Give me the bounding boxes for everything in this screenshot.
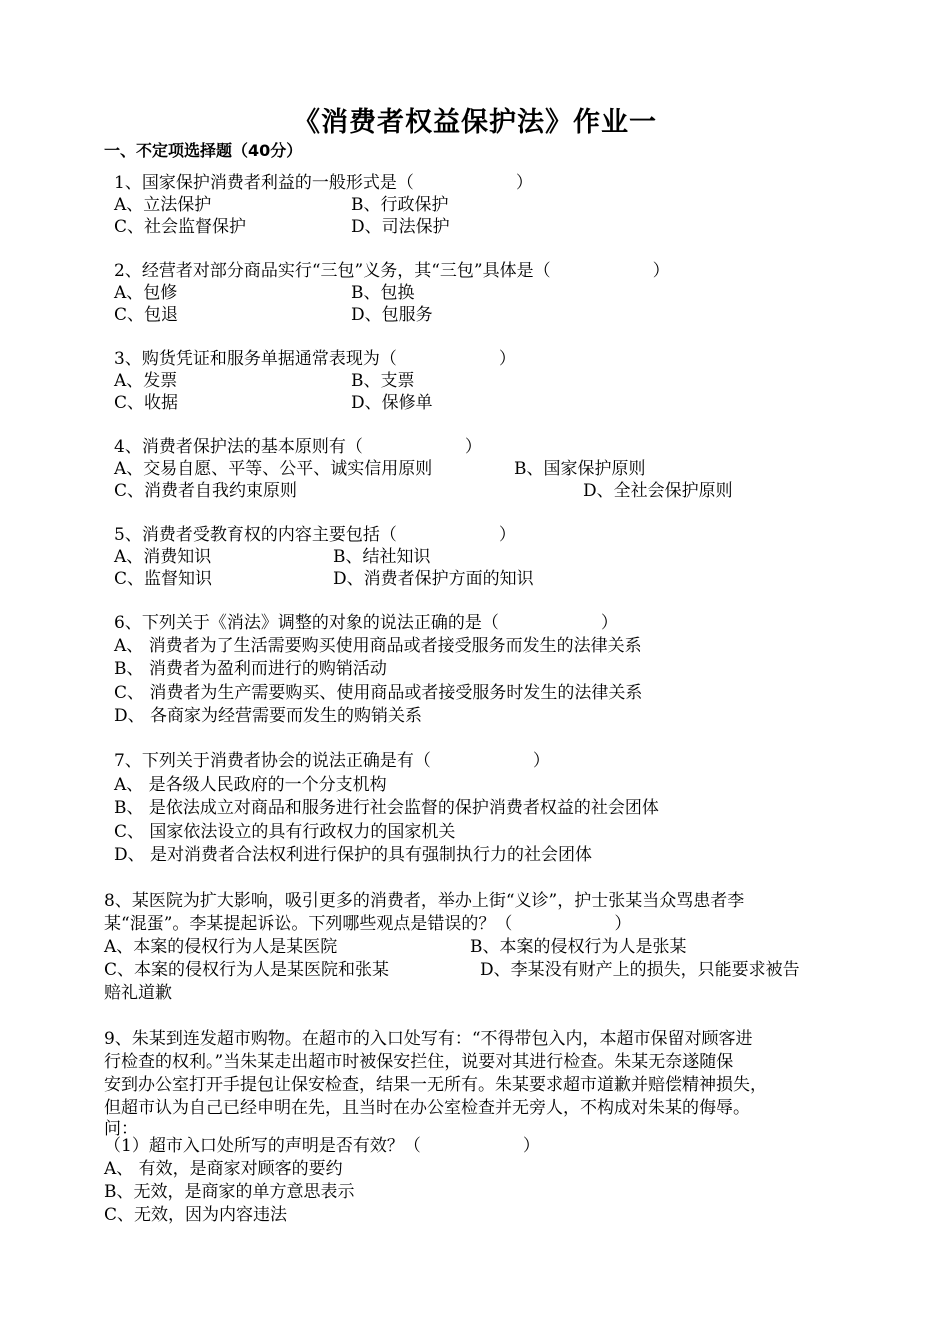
question-2-option-c: C、包退 xyxy=(114,305,179,325)
question-3-option-a: A、发票 xyxy=(114,371,178,391)
question-4-option-c: C、消费者自我约束原则 xyxy=(114,481,298,501)
question-6-option-b: B、 消费者为盈利而进行的购销活动 xyxy=(114,659,387,679)
question-7-option-c: C、 国家依法设立的具有行政权力的国家机关 xyxy=(114,822,456,842)
question-3-stem: 3、购货凭证和服务单据通常表现为（ ） xyxy=(114,349,516,369)
question-5-option-a: A、消费知识 xyxy=(114,547,212,567)
question-4-option-a: A、交易自愿、平等、公平、诚实信用原则 xyxy=(114,459,433,479)
question-3-option-d: D、保修单 xyxy=(351,393,433,413)
question-9-line-2: 行检查的权利。”当朱某走出超市时被保安拦住，说要对其进行检查。朱某无奈遂随保 xyxy=(104,1052,734,1072)
question-8-option-d-line-1: D、李某没有财产上的损失，只能要求被告 xyxy=(480,960,800,980)
question-9-line-3: 安到办公室打开手提包让保安检查，结果一无所有。朱某要求超市道歉并赔偿精神损失， xyxy=(104,1075,767,1095)
question-8-option-c: C、本案的侵权行为人是某医院和张某 xyxy=(104,960,390,980)
question-9-line-4: 但超市认为自己已经申明在先，且当时在办公室检查并无旁人，不构成对朱某的侮辱。 xyxy=(104,1098,750,1118)
question-1-option-b: B、行政保护 xyxy=(351,195,449,215)
question-2-option-d: D、包服务 xyxy=(351,305,433,325)
question-9-sub-1-stem: （1）超市入口处所写的声明是否有效？（ ） xyxy=(104,1136,540,1156)
question-9-line-5: 问： xyxy=(104,1119,138,1139)
question-4-option-d: D、全社会保护原则 xyxy=(583,481,733,501)
question-8-option-b: B、本案的侵权行为人是张某 xyxy=(470,937,687,957)
question-6-option-d: D、 各商家为经营需要而发生的购销关系 xyxy=(114,706,423,726)
section-heading: 一、不定项选择题（40分） xyxy=(104,141,303,160)
question-6-option-a: A、 消费者为了生活需要购买使用商品或者接受服务而发生的法律关系 xyxy=(114,636,642,656)
question-3-option-c: C、收据 xyxy=(114,393,179,413)
question-9-option-a: A、 有效，是商家对顾客的要约 xyxy=(104,1159,343,1179)
question-5-stem: 5、消费者受教育权的内容主要包括（ ） xyxy=(114,525,516,545)
question-8-option-d-line-2: 赔礼道歉 xyxy=(104,983,172,1003)
question-7-option-d: D、 是对消费者合法权利进行保护的具有强制执行力的社会团体 xyxy=(114,845,593,865)
question-6-stem: 6、下列关于《消法》调整的对象的说法正确的是（ ） xyxy=(114,613,618,633)
question-6-option-c: C、 消费者为生产需要购买、使用商品或者接受服务时发生的法律关系 xyxy=(114,683,643,703)
question-1-stem: 1、国家保护消费者利益的一般形式是（ ） xyxy=(114,173,533,193)
question-9-line-1: 9、朱某到连发超市购物。在超市的入口处写有：“不得带包入内，本超市保留对顾客进 xyxy=(104,1029,753,1049)
question-9-option-b: B、无效，是商家的单方意思表示 xyxy=(104,1182,355,1202)
question-5-option-c: C、监督知识 xyxy=(114,569,213,589)
question-7-option-a: A、 是各级人民政府的一个分支机构 xyxy=(114,775,387,795)
question-8-stem-line-1: 8、某医院为扩大影响，吸引更多的消费者，举办上街“义诊”，护士张某当众骂患者李 xyxy=(104,891,745,911)
question-3-option-b: B、支票 xyxy=(351,371,415,391)
question-4-option-b: B、国家保护原则 xyxy=(514,459,646,479)
question-2-option-b: B、包换 xyxy=(351,283,415,303)
question-9-option-c: C、无效，因为内容违法 xyxy=(104,1205,288,1225)
question-1-option-c: C、社会监督保护 xyxy=(114,217,247,237)
question-5-option-d: D、消费者保护方面的知识 xyxy=(333,569,534,589)
question-1-option-d: D、司法保护 xyxy=(351,217,450,237)
question-7-stem: 7、下列关于消费者协会的说法正确是有（ ） xyxy=(114,751,550,771)
question-7-option-b: B、 是依法成立对商品和服务进行社会监督的保护消费者权益的社会团体 xyxy=(114,798,659,818)
question-2-stem: 2、经营者对部分商品实行“三包”义务，其“三包”具体是（ ） xyxy=(114,261,670,281)
question-8-stem-line-2: 某“混蛋”。李某提起诉讼。下列哪些观点是错误的？（ ） xyxy=(104,914,632,934)
question-2-option-a: A、包修 xyxy=(114,283,178,303)
question-1-option-a: A、立法保护 xyxy=(114,195,212,215)
question-4-stem: 4、消费者保护法的基本原则有（ ） xyxy=(114,437,482,457)
question-5-option-b: B、结社知识 xyxy=(333,547,431,567)
document-title: 《消费者权益保护法》作业一 xyxy=(293,107,657,138)
question-8-option-a: A、本案的侵权行为人是某医院 xyxy=(104,937,338,957)
